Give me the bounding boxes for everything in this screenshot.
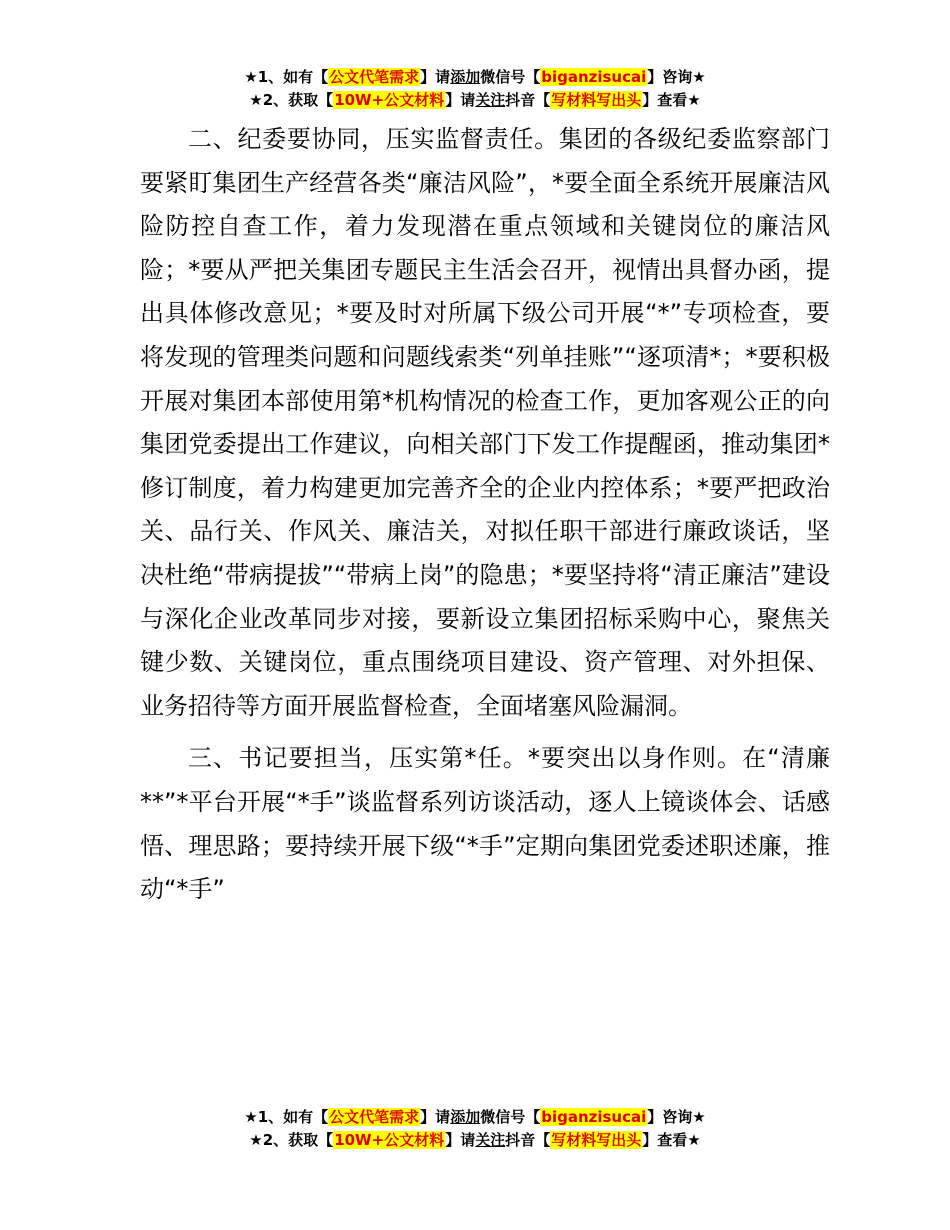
banner-text: ★1、如有【 [244, 68, 329, 86]
highlight-ghostwriting: 公文代笔需求 [329, 68, 420, 86]
banner-text: 】咨询★ [647, 1108, 706, 1126]
paragraph-discipline-commission: 二、纪委要协同，压实监督责任。集团的各级纪委监察部门要紧盯集团生产经营各类“廉洁风险”，*要全面全系统开展廉洁风险防控自查工作，着力发现潜在重点领域和关键岗位的廉洁风险；*要从严把关集团专题民主生活会召开，视情出具督办函，提出具体修改意见；*要及时对所属下级公司开展“*”专项检查，要将发现的管理类问题和问题线索类“列单挂账”“逐项清*；*要积极开展对集团本部使用第*机构情况的检查工作，更加客观公正的向集团党委提出工作建议，向相关部门下发工作提醒函，推动集团*修订制度，着力构建更加完善齐全的企业内控体系；*要严把政治关、品行关、作风关、廉洁关，对拟任职干部进行廉政谈话，坚决杜绝“带病提拔”“带病上岗”的隐患；*要坚持将“清正廉洁”建设与深化企业改革同步对接，要新设立集团招标采购中心，聚焦关键少数、关键岗位，重点围绕项目建设、资产管理、对外担保、业务招待等方面开展监督检查，全面堵塞风险漏洞。 [140, 125, 830, 720]
highlight-douyin-account: 写材料写出头 [551, 91, 642, 109]
highlight-wechat-id: biganzisucai [541, 68, 647, 86]
document-body [140, 118, 830, 912]
footer-banner [0, 1106, 950, 1152]
banner-text: 】请 [445, 1131, 476, 1149]
underlined-follow: 关注 [475, 1131, 506, 1149]
highlight-douyin-account: 写材料写出头 [551, 1131, 642, 1149]
banner-line-2 [0, 1129, 950, 1152]
banner-text: 】请 [420, 1108, 451, 1126]
banner-text: 】咨询★ [647, 68, 706, 86]
highlight-wechat-id: biganzisucai [541, 1108, 647, 1126]
highlight-materials: 10W+公文材料 [334, 91, 445, 109]
banner-text: 微信号【 [480, 1108, 541, 1126]
banner-line-1 [0, 1106, 950, 1129]
underlined-add: 添加 [450, 68, 481, 86]
header-banner [0, 66, 950, 112]
banner-text: 】查看★ [642, 1131, 701, 1149]
banner-text: ★2、获取【 [249, 91, 334, 109]
banner-text: 微信号【 [480, 68, 541, 86]
paragraph-secretary: 三、书记要担当，压实第*任。*要突出以身作则。在“清廉**”*平台开展“*手”谈监督系列访谈活动，逐人上镜谈体会、话感悟、理思路；要持续开展下级“*手”定期向集团党委述职述廉，推动“*手” [140, 744, 830, 904]
banner-text: 抖音【 [505, 1131, 551, 1149]
banner-text: 】请 [445, 91, 476, 109]
banner-text: ★2、获取【 [249, 1131, 334, 1149]
banner-text: 抖音【 [505, 91, 551, 109]
underlined-add: 添加 [450, 1108, 481, 1126]
banner-text: ★1、如有【 [244, 1108, 329, 1126]
banner-line-1 [0, 66, 950, 89]
highlight-materials: 10W+公文材料 [334, 1131, 445, 1149]
highlight-ghostwriting: 公文代笔需求 [329, 1108, 420, 1126]
banner-text: 】请 [420, 68, 451, 86]
banner-line-2 [0, 89, 950, 112]
banner-text: 】查看★ [642, 91, 701, 109]
underlined-follow: 关注 [475, 91, 506, 109]
